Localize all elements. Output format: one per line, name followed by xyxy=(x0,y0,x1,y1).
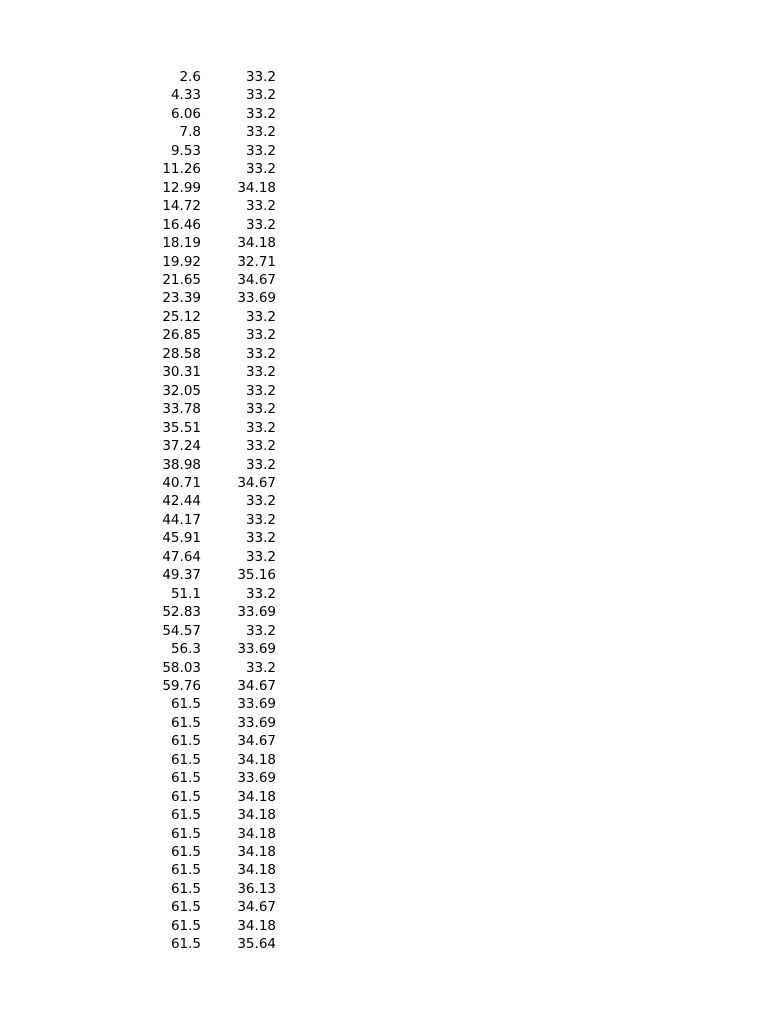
column-1-cell: 54.57 xyxy=(162,622,201,639)
table-row xyxy=(148,419,276,437)
column-2-cell: 33.2 xyxy=(245,401,276,418)
column-1-cell: 30.31 xyxy=(162,364,201,381)
column-2-cell: 33.2 xyxy=(245,622,276,639)
column-2-cell: 33.2 xyxy=(245,142,276,159)
column-2-cell: 33.2 xyxy=(245,438,276,455)
table-row xyxy=(148,326,276,344)
data-table xyxy=(148,68,276,954)
column-1-cell: 9.53 xyxy=(170,142,201,159)
column-1-cell: 35.51 xyxy=(162,419,201,436)
table-row xyxy=(148,142,276,160)
table-row xyxy=(148,659,276,677)
table-row xyxy=(148,363,276,381)
column-1-cell: 61.5 xyxy=(170,788,201,805)
column-1-cell: 52.83 xyxy=(162,604,201,621)
column-2-cell: 33.2 xyxy=(245,548,276,565)
column-1-cell: 61.5 xyxy=(170,751,201,768)
column-1-cell: 4.33 xyxy=(170,87,201,104)
table-row xyxy=(148,345,276,363)
column-2-cell: 34.18 xyxy=(237,807,276,824)
column-2-cell: 33.2 xyxy=(245,345,276,362)
table-row xyxy=(148,751,276,769)
column-2-cell: 33.2 xyxy=(245,216,276,233)
column-2-cell: 32.71 xyxy=(237,253,276,270)
column-1-cell: 61.5 xyxy=(170,880,201,897)
table-row xyxy=(148,216,276,234)
column-1-cell: 61.5 xyxy=(170,936,201,953)
column-2-cell: 33.2 xyxy=(245,493,276,510)
table-row xyxy=(148,880,276,898)
column-1-cell: 12.99 xyxy=(162,179,201,196)
column-2-cell: 33.2 xyxy=(245,124,276,141)
table-row xyxy=(148,640,276,658)
column-1-cell: 61.5 xyxy=(170,862,201,879)
column-1-cell: 32.05 xyxy=(162,382,201,399)
column-1-cell: 40.71 xyxy=(162,474,201,491)
column-1-cell: 16.46 xyxy=(162,216,201,233)
column-1-cell: 38.98 xyxy=(162,456,201,473)
column-1-cell: 47.64 xyxy=(162,548,201,565)
column-1-cell: 2.6 xyxy=(179,69,201,85)
table-row xyxy=(148,456,276,474)
column-2-cell: 33.2 xyxy=(245,511,276,528)
table-row xyxy=(148,677,276,695)
column-2-cell: 34.18 xyxy=(237,844,276,861)
table-row xyxy=(148,289,276,307)
column-1-cell: 61.5 xyxy=(170,807,201,824)
column-1-cell: 11.26 xyxy=(162,161,201,178)
column-1-cell: 26.85 xyxy=(162,327,201,344)
column-2-cell: 34.18 xyxy=(237,825,276,842)
table-row xyxy=(148,308,276,326)
table-row xyxy=(148,382,276,400)
table-row xyxy=(148,898,276,916)
column-1-cell: 28.58 xyxy=(162,345,201,362)
table-row xyxy=(148,861,276,879)
table-row xyxy=(148,197,276,215)
column-2-cell: 33.2 xyxy=(245,161,276,178)
table-row xyxy=(148,843,276,861)
column-2-cell: 34.67 xyxy=(237,677,276,694)
column-2-cell: 34.18 xyxy=(237,862,276,879)
column-1-cell: 61.5 xyxy=(170,825,201,842)
column-1-cell: 45.91 xyxy=(162,530,201,547)
column-1-cell: 59.76 xyxy=(162,677,201,694)
column-2-cell: 33.2 xyxy=(245,530,276,547)
column-1-cell: 58.03 xyxy=(162,659,201,676)
table-row xyxy=(148,234,276,252)
table-row xyxy=(148,179,276,197)
table-row xyxy=(148,806,276,824)
column-2-cell: 33.69 xyxy=(237,696,276,713)
table-row xyxy=(148,160,276,178)
column-2-cell: 33.2 xyxy=(245,69,276,85)
column-2-cell: 34.18 xyxy=(237,917,276,934)
column-2-cell: 33.69 xyxy=(237,714,276,731)
column-1-cell: 7.8 xyxy=(179,124,201,141)
column-2-cell: 33.69 xyxy=(237,290,276,307)
column-1-cell: 33.78 xyxy=(162,401,201,418)
column-1-cell: 61.5 xyxy=(170,770,201,787)
column-1-cell: 61.5 xyxy=(170,733,201,750)
table-row xyxy=(148,86,276,104)
column-2-cell: 33.2 xyxy=(245,308,276,325)
column-2-cell: 34.67 xyxy=(237,899,276,916)
column-2-cell: 33.69 xyxy=(237,641,276,658)
table-row xyxy=(148,695,276,713)
column-2-cell: 33.2 xyxy=(245,382,276,399)
column-2-cell: 33.2 xyxy=(245,456,276,473)
column-1-cell: 56.3 xyxy=(170,641,201,658)
column-1-cell: 61.5 xyxy=(170,844,201,861)
table-row xyxy=(148,732,276,750)
column-2-cell: 34.67 xyxy=(237,271,276,288)
table-row xyxy=(148,474,276,492)
table-row xyxy=(148,123,276,141)
table-row xyxy=(148,437,276,455)
column-2-cell: 34.67 xyxy=(237,733,276,750)
data-sheet xyxy=(0,68,768,954)
table-row xyxy=(148,253,276,271)
table-row xyxy=(148,511,276,529)
column-2-cell: 33.2 xyxy=(245,659,276,676)
column-1-cell: 25.12 xyxy=(162,308,201,325)
column-2-cell: 33.2 xyxy=(245,327,276,344)
table-row xyxy=(148,935,276,953)
column-1-cell: 6.06 xyxy=(170,105,201,122)
column-2-cell: 33.2 xyxy=(245,105,276,122)
column-1-cell: 61.5 xyxy=(170,899,201,916)
table-row xyxy=(148,585,276,603)
column-1-cell: 61.5 xyxy=(170,696,201,713)
table-row xyxy=(148,622,276,640)
column-1-cell: 14.72 xyxy=(162,198,201,215)
column-1-cell: 61.5 xyxy=(170,714,201,731)
column-2-cell: 34.18 xyxy=(237,788,276,805)
table-row xyxy=(148,769,276,787)
column-2-cell: 33.2 xyxy=(245,198,276,215)
column-1-cell: 61.5 xyxy=(170,917,201,934)
column-2-cell: 33.2 xyxy=(245,364,276,381)
column-2-cell: 34.67 xyxy=(237,474,276,491)
column-1-cell: 44.17 xyxy=(162,511,201,528)
column-1-cell: 23.39 xyxy=(162,290,201,307)
column-1-cell: 21.65 xyxy=(162,271,201,288)
table-row xyxy=(148,68,276,86)
column-2-cell: 36.13 xyxy=(237,880,276,897)
table-row xyxy=(148,271,276,289)
table-row xyxy=(148,492,276,510)
table-row xyxy=(148,566,276,584)
table-row xyxy=(148,788,276,806)
column-1-cell: 18.19 xyxy=(162,235,201,252)
table-row xyxy=(148,400,276,418)
table-row xyxy=(148,917,276,935)
column-2-cell: 34.18 xyxy=(237,751,276,768)
column-2-cell: 34.18 xyxy=(237,179,276,196)
column-1-cell: 51.1 xyxy=(170,585,201,602)
column-1-cell: 37.24 xyxy=(162,438,201,455)
table-row xyxy=(148,548,276,566)
table-row xyxy=(148,529,276,547)
column-2-cell: 34.18 xyxy=(237,235,276,252)
column-1-cell: 42.44 xyxy=(162,493,201,510)
table-row xyxy=(148,825,276,843)
table-row xyxy=(148,603,276,621)
column-1-cell: 49.37 xyxy=(162,567,201,584)
column-2-cell: 33.2 xyxy=(245,87,276,104)
table-row xyxy=(148,714,276,732)
column-2-cell: 33.2 xyxy=(245,419,276,436)
column-2-cell: 33.69 xyxy=(237,770,276,787)
data-table-body xyxy=(148,68,276,954)
table-row xyxy=(148,105,276,123)
column-2-cell: 33.2 xyxy=(245,585,276,602)
column-1-cell: 19.92 xyxy=(162,253,201,270)
column-2-cell: 35.64 xyxy=(237,936,276,953)
column-2-cell: 35.16 xyxy=(237,567,276,584)
column-2-cell: 33.69 xyxy=(237,604,276,621)
